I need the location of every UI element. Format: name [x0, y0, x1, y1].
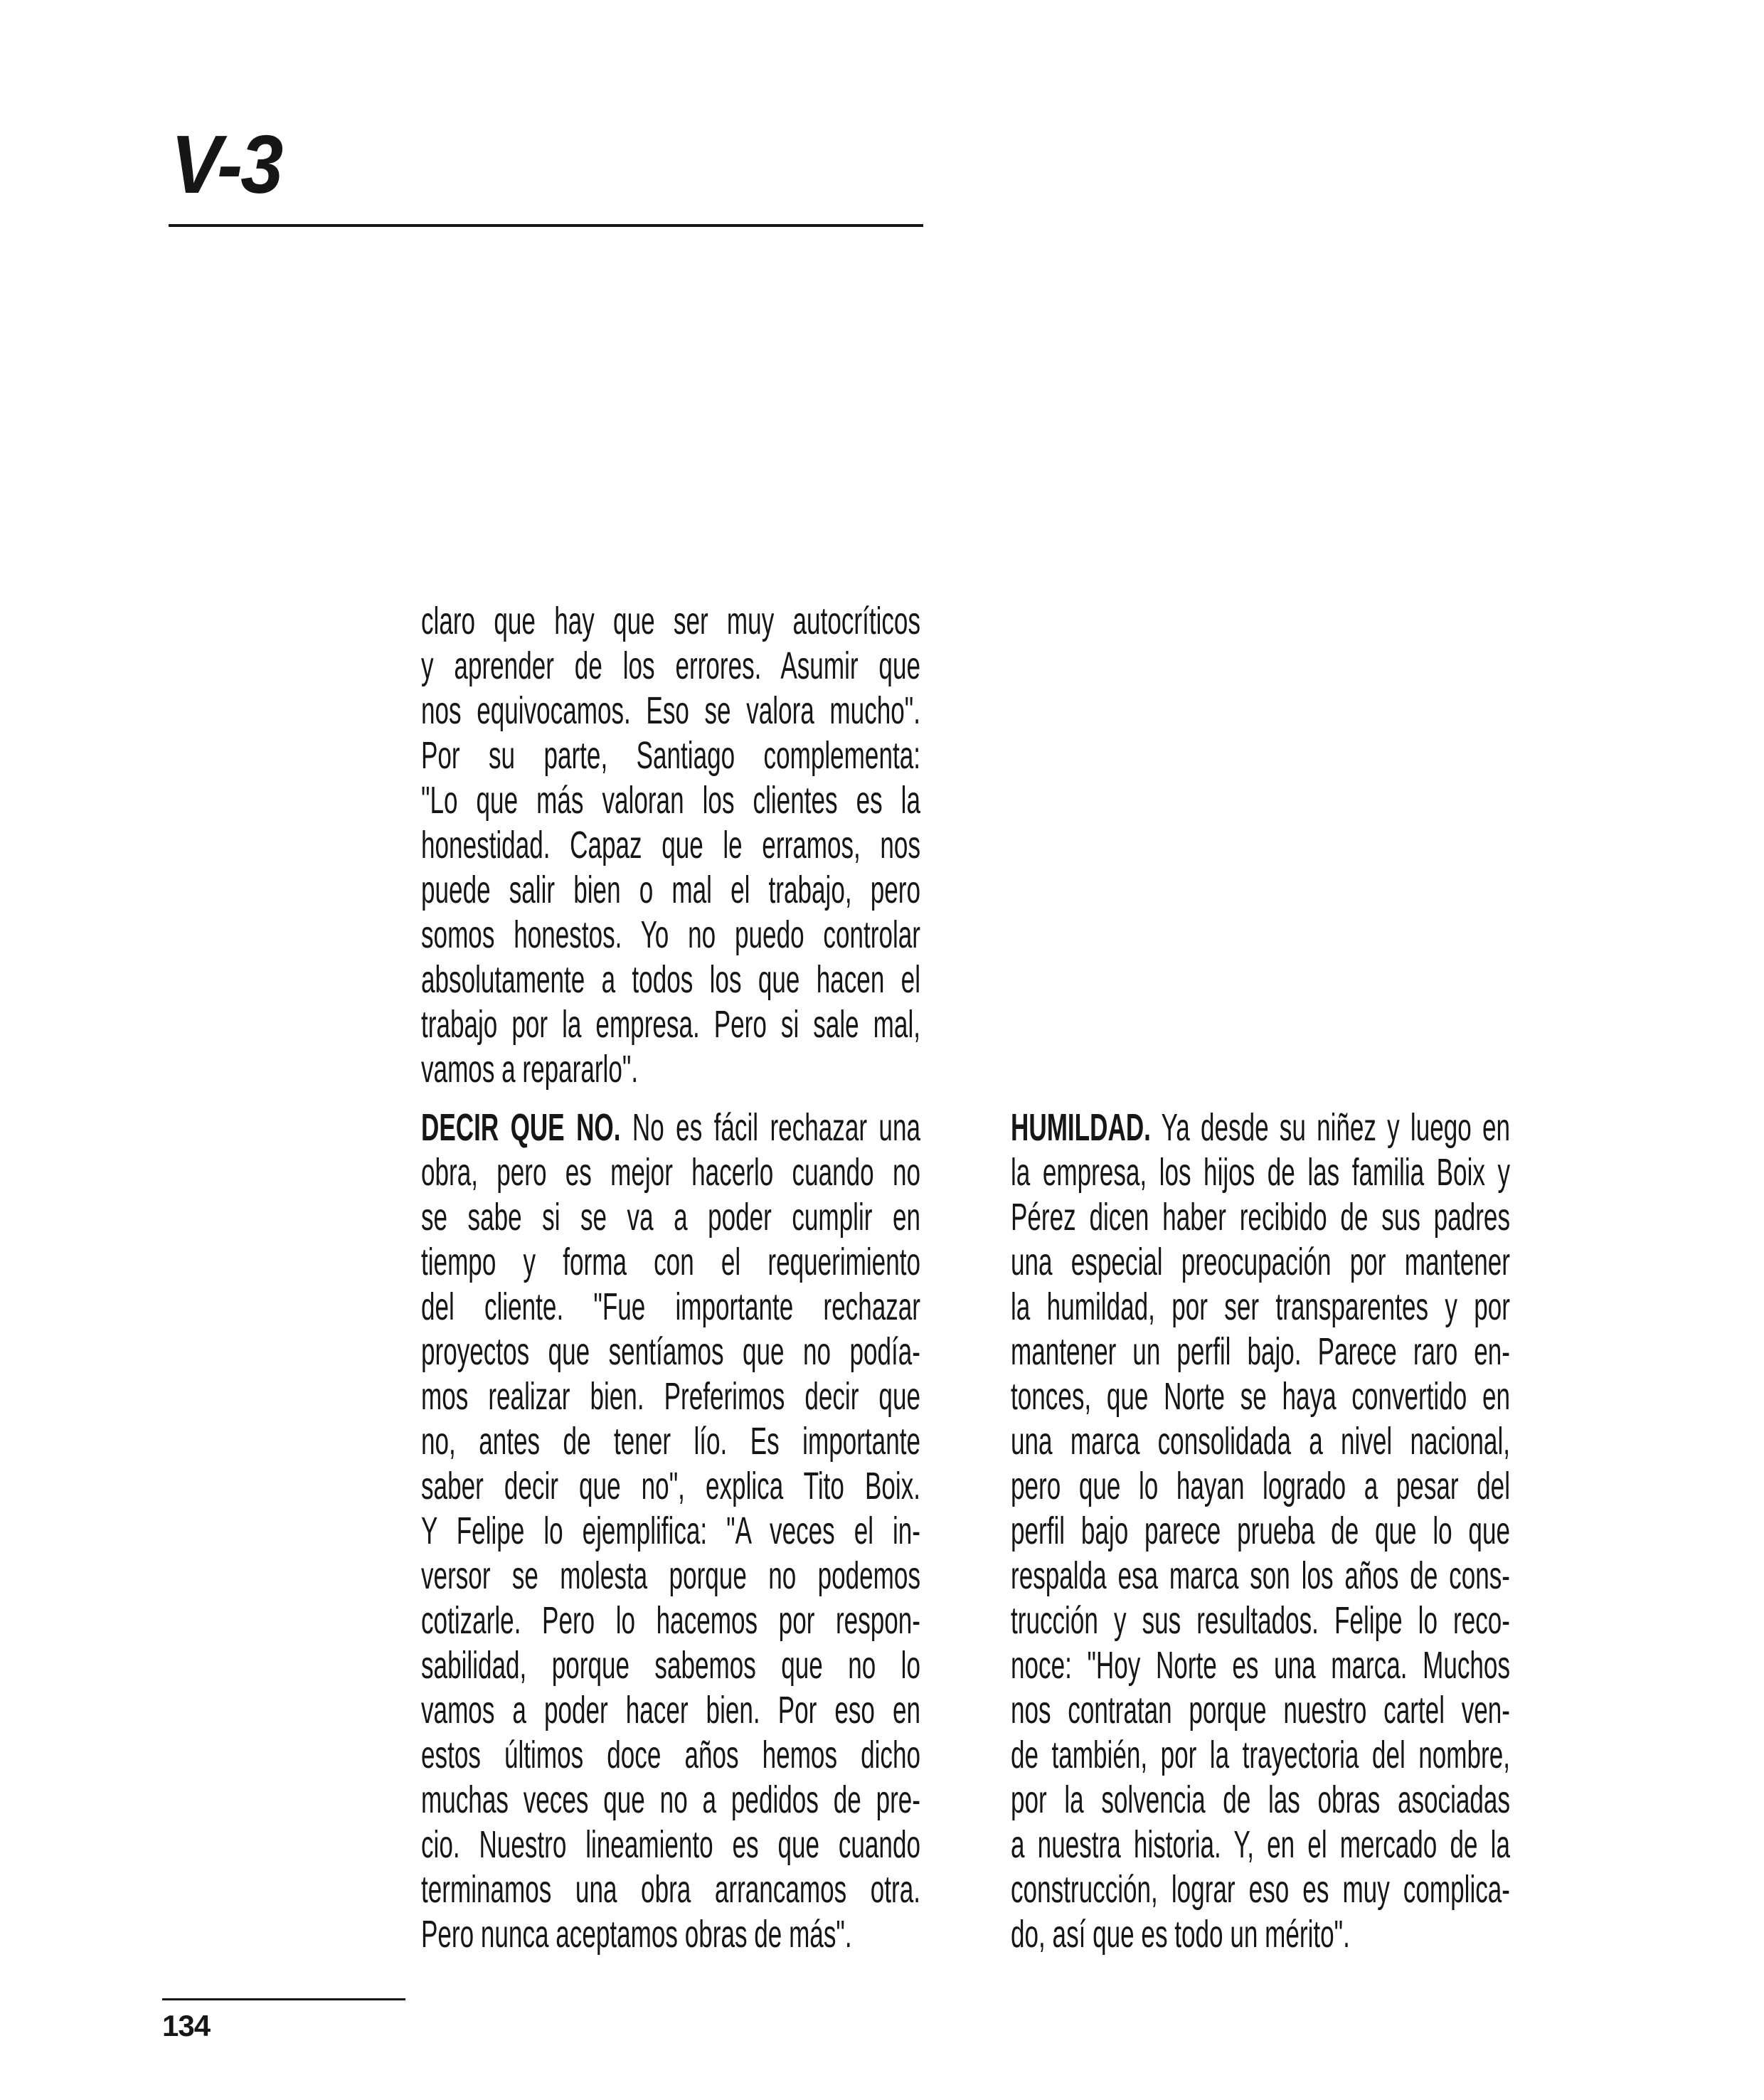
- text-line: honestidad. Capaz que le erramos, nos: [421, 824, 920, 866]
- text-line: sabilidad, porque sabemos que no lo: [421, 1644, 920, 1687]
- text-line: absolutamente a todos los que hacen el: [421, 958, 920, 1001]
- text-line: tiempo y forma con el requerimiento: [421, 1241, 920, 1283]
- text-line: perfil bajo parece prueba de que lo que: [1011, 1510, 1510, 1552]
- text-line: Pero nunca aceptamos obras de más".: [421, 1913, 852, 1956]
- text-line: vamos a repararlo".: [421, 1048, 639, 1091]
- paragraph: [421, 599, 920, 1092]
- text-line: Por su parte, Santiago complementa:: [421, 734, 920, 777]
- text-column-right: [1011, 1105, 1510, 1957]
- text-line: trucción y sus resultados. Felipe lo reco-: [1011, 1599, 1510, 1642]
- text-line: noce: "Hoy Norte es una marca. Muchos: [1011, 1644, 1510, 1687]
- text-column-left: [421, 599, 920, 1957]
- text-line: do, así que es todo un mérito".: [1011, 1913, 1350, 1956]
- text-line: muchas veces que no a pedidos de pre-: [421, 1778, 920, 1821]
- text-line: nos contratan porque nuestro cartel ven-: [1011, 1689, 1510, 1732]
- text-line: nos equivocamos. Eso se valora mucho".: [421, 689, 920, 732]
- text-line: [1011, 1105, 1510, 1150]
- text-line: obra, pero es mejor hacerlo cuando no: [421, 1151, 920, 1194]
- text-line: de también, por la trayectoria del nombre,: [1011, 1734, 1510, 1776]
- text-line: Y Felipe lo ejemplifica: "A veces el in-: [421, 1510, 920, 1552]
- text-line: una marca consolidada a nivel nacional,: [1011, 1420, 1510, 1463]
- text-line: mos realizar bien. Preferimos decir que: [421, 1375, 920, 1418]
- paragraph: [1011, 1105, 1510, 1957]
- text-line: se sabe si se va a poder cumplir en: [421, 1196, 920, 1239]
- text-line: claro que hay que ser muy autocríticos: [421, 600, 920, 642]
- footer-rule: [162, 1998, 405, 2000]
- text-line: una especial preocupación por mantener: [1011, 1241, 1510, 1283]
- page-number: 134: [162, 2009, 211, 2042]
- text-line: del cliente. "Fue importante rechazar: [421, 1285, 920, 1328]
- text-line: por la solvencia de las obras asociadas: [1011, 1778, 1510, 1821]
- text-line: la empresa, los hijos de las familia Boix y: [1011, 1151, 1510, 1194]
- paragraph: [421, 1105, 920, 1957]
- header-rule: [169, 224, 923, 227]
- text-line: saber decir que no", explica Tito Boix.: [421, 1465, 920, 1507]
- run-in-subheading: HUMILDAD.: [1011, 1106, 1151, 1149]
- text-line: construcción, lograr eso es muy complica-: [1011, 1868, 1510, 1911]
- run-in-subheading: DECIR QUE NO.: [421, 1106, 621, 1149]
- chapter-heading: V-3: [171, 118, 282, 211]
- text-line: estos últimos doce años hemos dicho: [421, 1734, 920, 1776]
- text-line: "Lo que más valoran los clientes es la: [421, 779, 920, 822]
- text-line: puede salir bien o mal el trabajo, pero: [421, 869, 920, 911]
- text-line: y aprender de los errores. Asumir que: [421, 645, 920, 687]
- text-line: no, antes de tener lío. Es importante: [421, 1420, 920, 1463]
- text-line: vamos a poder hacer bien. Por eso en: [421, 1689, 920, 1732]
- text-run: Ya desde su niñez y luego en: [1161, 1106, 1510, 1149]
- text-line: cotizarle. Pero lo hacemos por respon-: [421, 1599, 920, 1642]
- text-line: [421, 1105, 920, 1150]
- text-line: tonces, que Norte se haya convertido en: [1011, 1375, 1510, 1418]
- text-line: terminamos una obra arrancamos otra.: [421, 1868, 920, 1911]
- text-line: proyectos que sentíamos que no podía-: [421, 1330, 920, 1373]
- text-line: versor se molesta porque no podemos: [421, 1554, 920, 1597]
- text-line: mantener un perfil bajo. Parece raro en-: [1011, 1330, 1510, 1373]
- text-run: No es fácil rechazar una: [632, 1106, 920, 1149]
- text-line: a nuestra historia. Y, en el mercado de la: [1011, 1823, 1510, 1866]
- text-line: trabajo por la empresa. Pero si sale mal,: [421, 1003, 920, 1046]
- text-line: la humildad, por ser transparentes y por: [1011, 1285, 1510, 1328]
- text-line: cio. Nuestro lineamiento es que cuando: [421, 1823, 920, 1866]
- text-line: respalda esa marca son los años de cons-: [1011, 1554, 1510, 1597]
- text-line: pero que lo hayan logrado a pesar del: [1011, 1465, 1510, 1507]
- text-line: Pérez dicen haber recibido de sus padres: [1011, 1196, 1510, 1239]
- text-line: somos honestos. Yo no puedo controlar: [421, 913, 920, 956]
